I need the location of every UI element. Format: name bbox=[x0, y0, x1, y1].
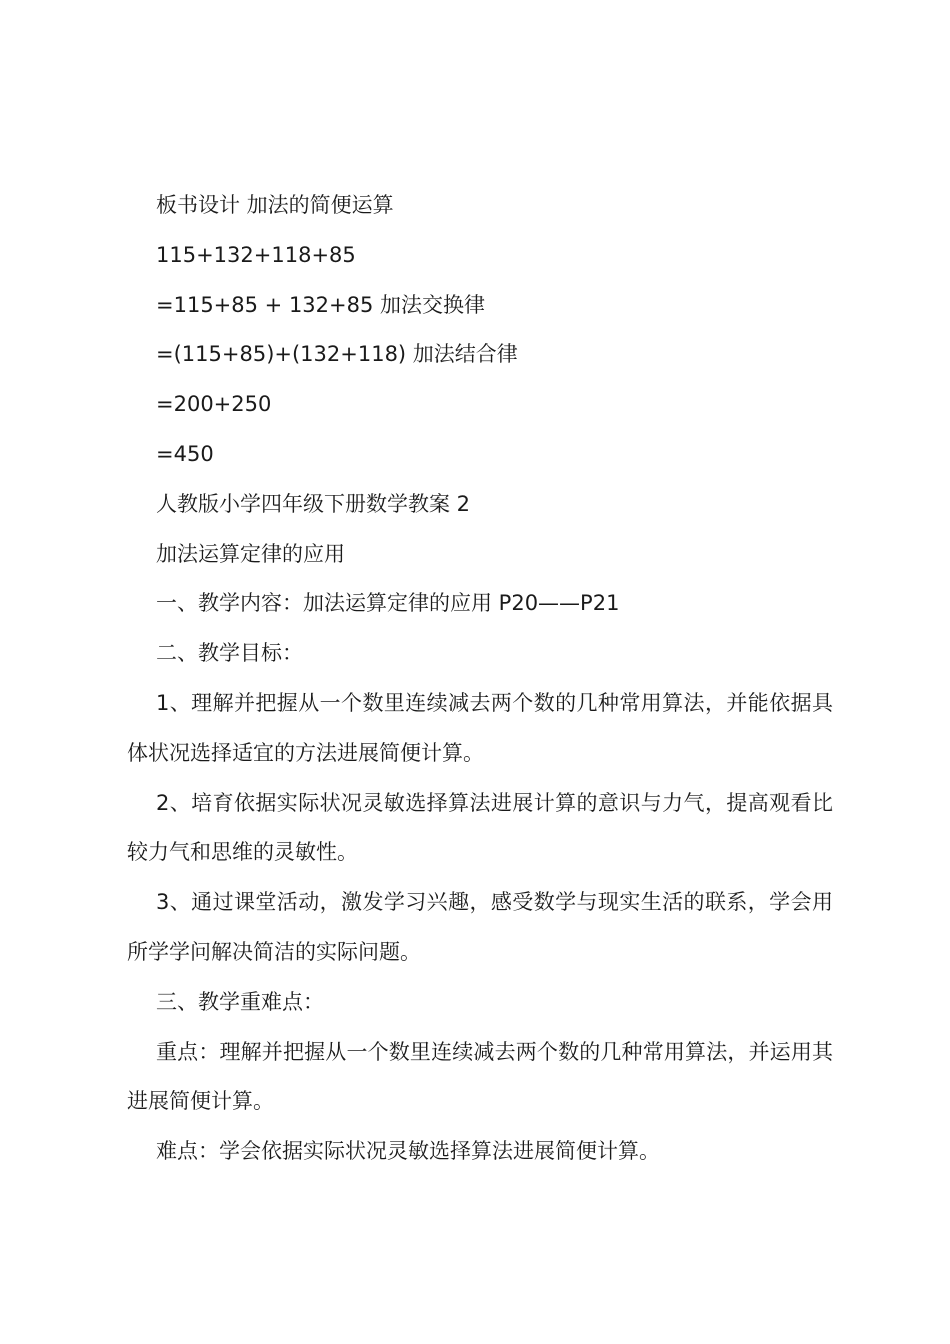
goal-paragraph: 2、培育依据实际状况灵敏选择算法进展计算的意识与力气，提高观看比较力气和思维的灵敏性。 bbox=[127, 790, 833, 865]
equation-line: =200+250 bbox=[156, 392, 272, 417]
section-teaching-content: 一、教学内容：加法运算定律的应用 P20——P21 bbox=[156, 591, 620, 616]
section-teaching-goals: 二、教学目标： bbox=[156, 641, 303, 666]
board-design-heading: 板书设计 加法的简便运算 bbox=[156, 193, 394, 217]
equation-line: =115+85 + 132+85 加法交换律 bbox=[156, 292, 486, 317]
section-key-difficult-points: 三、教学重难点： bbox=[156, 989, 324, 1014]
equation-line: =(115+85)+(132+118) 加法结合律 bbox=[156, 342, 518, 367]
goal-paragraph: 1、理解并把握从一个数里连续减去两个数的几种常用算法，并能依据具体状况选择适宜的方法进展简便计算。 bbox=[127, 690, 833, 765]
goal-paragraph: 3、通过课堂活动，激发学习兴趣，感受数学与现实生活的联系，学会用所学学问解决简洁的实际问题。 bbox=[127, 890, 833, 964]
key-point-paragraph: 重点：理解并把握从一个数里连续减去两个数的几种常用算法，并运用其进展简便计算。 bbox=[127, 1039, 833, 1114]
difficult-point-paragraph: 难点：学会依据实际状况灵敏选择算法进展简便计算。 bbox=[156, 1139, 660, 1164]
document-body bbox=[127, 181, 833, 1177]
equation-line: 115+132+118+85 bbox=[156, 242, 356, 267]
equation-line: =450 bbox=[156, 441, 214, 466]
lesson-subtitle: 加法运算定律的应用 bbox=[156, 541, 345, 566]
lesson-title: 人教版小学四年级下册数学教案 2 bbox=[156, 491, 471, 516]
